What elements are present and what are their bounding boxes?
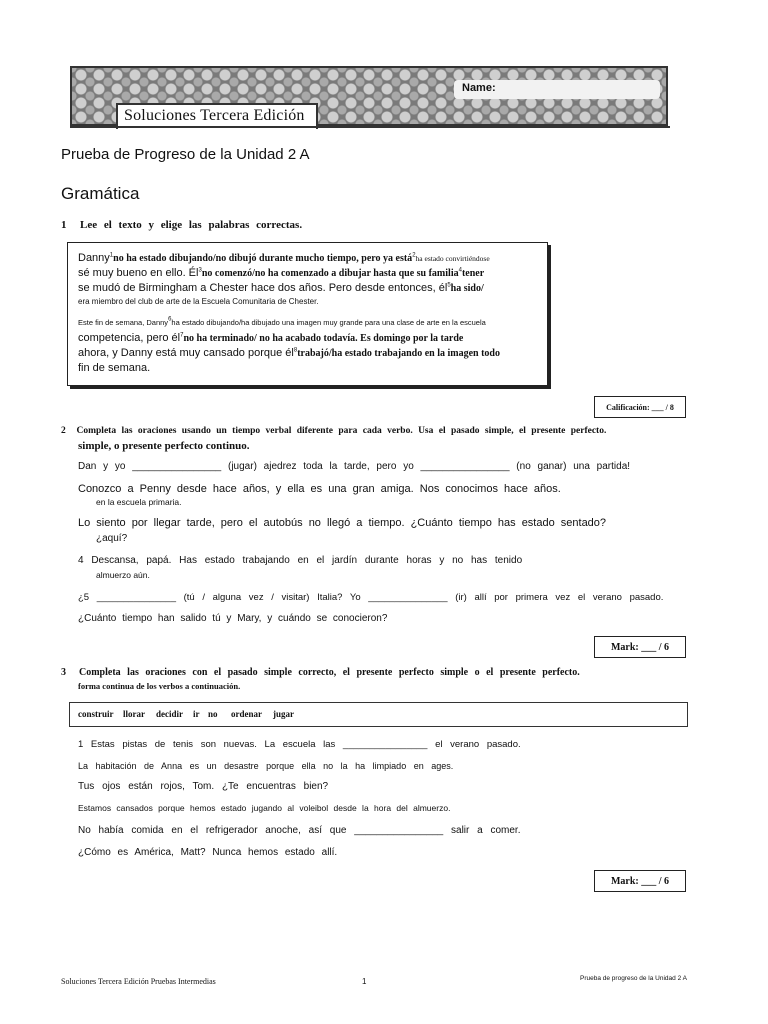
ex1-heading bbox=[61, 219, 302, 231]
choice-1-2[interactable]: no ha estado dibujando/no dibujó durante mucho tiempo, pero ya está bbox=[113, 253, 413, 264]
text-line-4: era miembro del club de arte de la Escuela Comunitaria de Chester. bbox=[78, 297, 319, 306]
ex3-instruction-2: forma continua de los verbos a continuación. bbox=[78, 681, 241, 691]
text-line-8: fin de semana. bbox=[78, 362, 151, 374]
text-line-1: Danny$^1$no ha estado dibujando/no dibujó durante mucho tiempo, pero ya está$^2$ha estado convirtiéndose bbox=[78, 252, 490, 264]
word-bank-item: jugar bbox=[273, 709, 294, 719]
test-title: Prueba de Progreso de la Unidad 2 A bbox=[61, 146, 310, 163]
ex2-item-3[interactable]: Lo siento por llegar tarde, pero el autobús no llegó a tiempo. ¿Cuánto tiempo has estado sentado? bbox=[78, 517, 607, 529]
text-line-7: ahora, y Danny está muy cansado porque $él^8trabajó/ha$ estado trabajando en la imagen todo bbox=[78, 347, 500, 359]
ex3-item-5[interactable]: No había comida en el refrigerador anoche, así que ________________ salir a comer. bbox=[78, 825, 521, 836]
text-line-3: se mudó de Birmingham a Chester hace dos años. Pero desde entonces, $él^5ha$ sido/ bbox=[78, 282, 484, 294]
ex1-score-box: Calificación: ___ / 8 bbox=[594, 396, 686, 418]
footer-left: Soluciones Tercera Edición Pruebas Intermedias bbox=[61, 977, 216, 986]
word-bank-item: llorar bbox=[123, 709, 145, 719]
ex1-number: 1 bbox=[61, 219, 67, 231]
footer-right: Prueba de progreso de la Unidad 2 A bbox=[580, 975, 687, 982]
ex3-item-3[interactable]: Tus ojos están rojos, Tom. ¿Te encuentras bien? bbox=[78, 781, 329, 792]
ex3-item-2[interactable]: La habitación de Anna es un desastre porque ella no la ha limpiado en ages. bbox=[78, 761, 454, 771]
word-bank-item: ordenar bbox=[231, 709, 262, 719]
ex2-item-4[interactable]: 4 Descansa, papá. Has estado trabajando en el jardín durante horas y no has tenido bbox=[78, 555, 523, 566]
text-line-2: sé muy bueno en ello. $Él^3no$ comenzó/no ha comenzado a dibujar hasta que su familia$^4$tener bbox=[78, 267, 485, 279]
ex2-item-2-cont: en la escuela primaria. bbox=[96, 497, 182, 507]
word-bank-item: no bbox=[208, 709, 218, 719]
ex1-instruction: Lee el texto y elige las palabras correctas. bbox=[80, 219, 303, 231]
choice-7[interactable]: no ha terminado/ no ha acabado todavía. Es domingo por la tarde bbox=[183, 333, 464, 344]
ex2-item-2[interactable]: Conozco a Penny desde hace años, y ella es una gran amiga. Nos conocimos hace años. bbox=[78, 483, 561, 495]
choice-3[interactable]: no comenzó/no ha comenzado a dibujar hasta que su familia bbox=[201, 268, 459, 279]
section-title: Gramática bbox=[61, 184, 140, 203]
choice-5[interactable]: ha sido/ bbox=[450, 283, 484, 294]
ex2-heading bbox=[61, 426, 606, 436]
text-line-5: Este fin de semana, Danny$^6$ha estado dibujando/ha dibujado una imagen muy grande para una clase de arte en la escuela bbox=[78, 316, 486, 327]
ex3-heading bbox=[61, 667, 580, 678]
ex3-item-4[interactable]: Estamos cansados porque hemos estado jugando al voleibol desde la hora del almuerzo. bbox=[78, 803, 451, 813]
word-bank-item: construir bbox=[78, 709, 114, 719]
footer-page-number: 1 bbox=[362, 977, 367, 986]
word-bank-item: decidir bbox=[156, 709, 183, 719]
ex2-item-6[interactable]: ¿Cuánto tiempo han salido tú y Mary, y cuándo se conocieron? bbox=[78, 613, 388, 624]
ex2-score-box: Mark: ___ / 6 bbox=[594, 636, 686, 658]
text-line-6: competencia, pero $él^7no$ ha terminado/ no ha acabado todavía. Es domingo por la tarde bbox=[78, 332, 464, 344]
ex3-item-1[interactable]: 1 Estas pistas de tenis son nuevas. La escuela las ________________ el verano pasado. bbox=[78, 739, 521, 750]
choice-6[interactable]: ha estado dibujando/ha dibujado una imagen muy grande para una clase de arte en la escuela bbox=[171, 318, 486, 327]
ex3-instruction-1: Completa las oraciones con el pasado simple correcto, el presente perfecto simple o el presente perfecto. bbox=[79, 667, 580, 678]
ex2-instruction-2: simple, o presente perfecto continuo. bbox=[78, 440, 250, 452]
word-bank-item: ir bbox=[193, 709, 200, 719]
ex2-number: 2 bbox=[61, 426, 66, 436]
banner-title: Soluciones Tercera Edición bbox=[124, 107, 305, 124]
ex2-item-5[interactable]: ¿5 _______________ (tú / alguna vez / visitar) Italia? Yo _______________ (ir) allí por primera vez el verano pasado. bbox=[78, 592, 664, 603]
ex3-number: 3 bbox=[61, 667, 66, 678]
ex3-item-6[interactable]: ¿Cómo es América, Matt? Nunca hemos estado allí. bbox=[78, 847, 338, 858]
banner-underline bbox=[70, 126, 670, 128]
ex2-item-1[interactable]: Dan y yo ________________ (jugar) ajedrez toda la tarde, pero yo ________________ (no ganar) una partida! bbox=[78, 461, 631, 472]
name-label: Name: bbox=[462, 82, 496, 94]
ex2-instruction-1: Completa las oraciones usando un tiempo verbal diferente para cada verbo. Usa el pasado simple, el presente perfecto. bbox=[76, 426, 607, 436]
ex2-item-3-cont: ¿aquí? bbox=[96, 533, 128, 544]
ex2-item-4-cont: almuerzo aún. bbox=[96, 570, 150, 580]
ex3-score-box: Mark: ___ / 6 bbox=[594, 870, 686, 892]
choice-8[interactable]: trabajó/ha estado trabajando en la imagen todo bbox=[297, 348, 500, 359]
choice-4[interactable]: tener bbox=[461, 268, 485, 279]
